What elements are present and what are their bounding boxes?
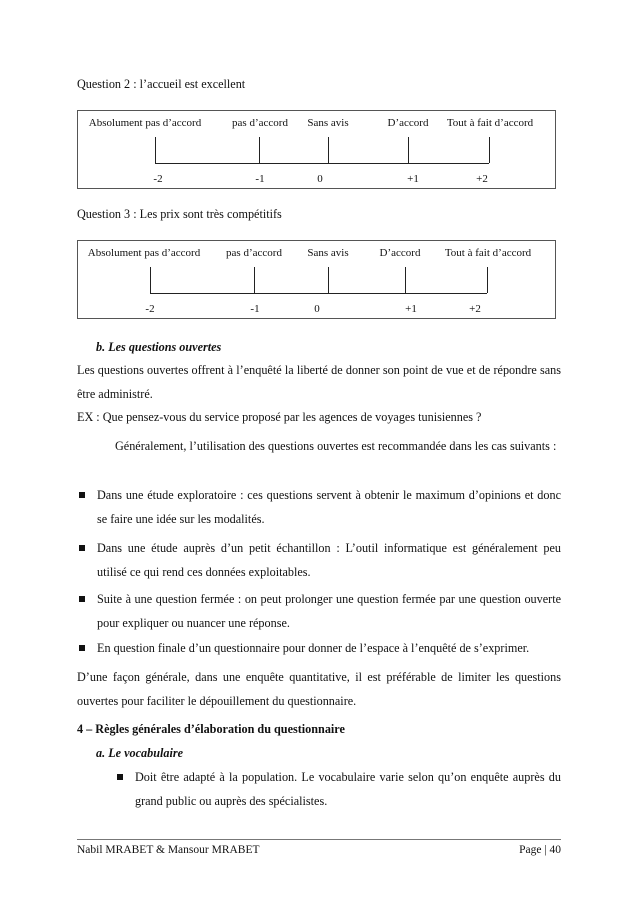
scale-tick [328,267,329,293]
list-item [77,636,561,660]
list-item [77,587,561,635]
paragraph: D’une façon générale, dans une enquête quantitative, il est préférable de limiter les questions ouvertes pour faciliter le dépouillement du questionnaire. [77,670,561,708]
bullet-square-icon [79,596,85,602]
scale-tick [155,137,156,163]
scale-value: -2 [153,173,163,185]
scale-tick [254,267,255,293]
scale-label: pas d’accord [232,117,288,129]
scale-line [155,163,489,164]
scale-label: Sans avis [307,117,349,129]
page-number: Page | 40 [519,844,561,856]
section-heading: 4 – Règles générales d’élaboration du questionnaire [77,722,345,736]
scale-value: -1 [255,173,265,185]
scale-tick [408,137,409,163]
scale-label: pas d’accord [226,247,282,259]
scale-tick [328,137,329,163]
paragraph: Généralement, l’utilisation des questions ouvertes est recommandée dans les cas suivants : [115,439,557,453]
scale-label: Absolument pas d’accord [87,247,201,259]
scale-label: Tout à fait d’accord [446,117,534,129]
scale-tick [405,267,406,293]
bullet-square-icon [79,492,85,498]
scale-label: D’accord [387,117,429,129]
question-3-title: Question 3 : Les prix sont très compétitifs [77,207,282,221]
footer-authors: Nabil MRABET & Mansour MRABET [77,844,260,856]
footer-divider [77,839,561,840]
scale-tick [489,137,490,163]
list-item-text: En question finale d’un questionnaire pour donner de l’espace à l’enquêté de s’exprimer. [97,641,530,655]
scale-label: Sans avis [307,247,349,259]
scale-tick [259,137,260,163]
scale-value: -2 [145,303,155,315]
scale-label: Tout à fait d’accord [444,247,532,259]
scale-value: +1 [407,173,419,185]
list-item-text: Dans une étude exploratoire : ces questions servent à obtenir le maximum d’opinions et donc se faire une idée sur les modalités. [97,488,561,526]
paragraph: Les questions ouvertes offrent à l’enquêté la liberté de donner son point de vue et de répondre sans être administré. [77,363,561,401]
list-item [77,483,561,531]
likert-scale-q3 [77,240,556,319]
bullet-square-icon [117,774,123,780]
list-item-text: Dans une étude auprès d’un petit échantillon : L’outil informatique est généralement peu utilisé ce qui rend ces données exploitables. [97,541,561,579]
bullet-square-icon [79,545,85,551]
scale-label: Absolument pas d’accord [88,117,202,129]
bullet-square-icon [79,645,85,651]
scale-value: 0 [317,173,323,185]
likert-scale-q2 [77,110,556,189]
list-item-text: Suite à une question fermée : on peut prolonger une question fermée par une question ouverte pour expliquer ou nuancer une réponse. [97,592,561,630]
question-2-title: Question 2 : l’accueil est excellent [77,77,246,91]
scale-value: +1 [405,303,417,315]
scale-value: -1 [250,303,260,315]
scale-value: +2 [469,303,481,315]
section-heading: b. Les questions ouvertes [96,340,222,354]
subsection-heading: a. Le vocabulaire [96,746,183,760]
list-item [115,765,561,813]
scale-line [150,293,487,294]
scale-value: 0 [314,303,320,315]
list-item [77,536,561,584]
scale-tick [150,267,151,293]
example-question: EX : Que pensez-vous du service proposé par les agences de voyages tunisiennes ? [77,410,482,424]
scale-label: D’accord [379,247,421,259]
scale-tick [487,267,488,293]
scale-value: +2 [476,173,488,185]
list-item-text: Doit être adapté à la population. Le vocabulaire varie selon qu’on enquête auprès du grand public ou auprès des spécialistes. [135,770,561,808]
